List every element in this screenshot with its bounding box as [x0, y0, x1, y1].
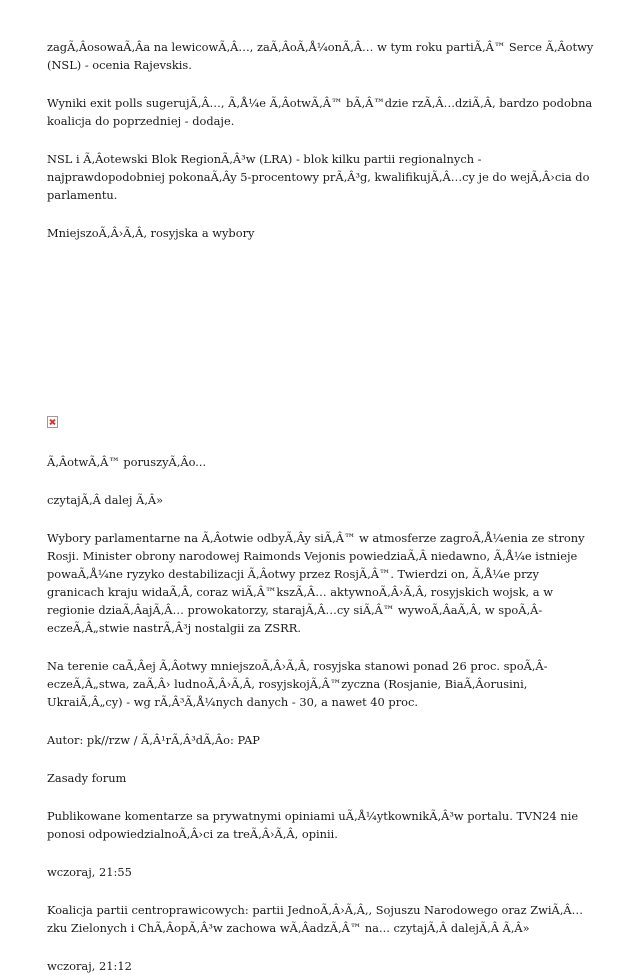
author-line: Autor: pk//rzw / Ã‚Â¹rÃ‚Â³dÃ‚Âo: PAP — [47, 733, 260, 747]
article-page — [47, 38, 599, 975]
article-paragraph: NSL i Ã‚Âotewski Blok RegionÃ‚Â³w (LRA) - blok kilku partii regionalnych - najprawdopodobniej pokonaÃ‚Ây 5-procentowy prÃ‚Â³g, kwalifikujÃ‚Â…cy je do wejÃ‚Â›cia do parlamentu. — [47, 152, 590, 202]
comment-text: Koalicja partii centroprawicowych: partii JednoÃ‚Â›Ã‚Â‚, Sojuszu Narodowego oraz ZwiÃ‚Â…zku Zielonych i ChÃ‚ÂopÃ‚Â³w zachowa wÃ‚ÂadzÃ‚Â™ na... czytajÃ‚Â dalejÃ‚Â Ã‚Â» — [47, 903, 583, 935]
embedded-media-area — [47, 242, 599, 414]
article-paragraph: Wybory parlamentarne na Ã‚Âotwie odbyÃ‚Ây siÃ‚Â™ w atmosferze zagroÃ‚Å¼enia ze strony Rosji. Minister obrony narodowej Raimonds Vejonis powiedziaÃ‚Â niedawno, Ã‚Å¼e istnieje powaÃ‚Å¼ne ryzyko destabilizacji Ã‚Âotwy przez RosjÃ‚Â™. Twierdzi on, Ã‚Å¼e przy granicach kraju widaÃ‚Â‚ coraz wiÃ‚Â™kszÃ‚Â… aktywnoÃ‚Â›Ã‚Â‚ rosyjskich wojsk, a w regionie dziaÃ‚ÂajÃ‚Â… prowokatorzy, starajÃ‚Â…cy siÃ‚Â™ wywoÃ‚ÂaÃ‚Â‚ w spoÃ‚ÂeczeÃ‚Â„stwie nastrÃ‚Â³j nostalgii za ZSRR. — [47, 531, 585, 635]
article-paragraph: zagÃ‚ÂosowaÃ‚Âa na lewicowÃ‚Â…, zaÃ‚ÂoÃ‚Å¼onÃ‚Â… w tym roku partiÃ‚Â™ Serce Ã‚Âotwy (NSL) - ocenia Rajevskis. — [47, 40, 594, 72]
article-paragraph: Wyniki exit polls sugerujÃ‚Â…, Ã‚Å¼e Ã‚ÂotwÃ‚Â™ bÃ‚Â™dzie rzÃ‚Â…dziÃ‚Â‚ bardzo podobna koalicja do poprzedniej - dodaje. — [47, 96, 593, 128]
comment-timestamp: wczoraj, 21:55 — [47, 865, 132, 879]
related-caption[interactable]: Ã‚ÂotwÃ‚Â™ poruszyÃ‚Âo... — [47, 455, 207, 469]
article-paragraph: Na terenie caÃ‚Âej Ã‚Âotwy mniejszoÃ‚Â›Ã‚Â‚ rosyjska stanowi ponad 26 proc. spoÃ‚ÂeczeÃ‚Â„stwa, zaÃ‚Â› ludnoÃ‚Â›Ã‚Â‚ rosyjskojÃ‚Â™zyczna (Rosjanie, BiaÃ‚Âorusini, UkraiÃ‚Â„cy) - wg rÃ‚Â³Ã‚Å¼nych danych - 30, a nawet 40 proc. — [47, 659, 548, 709]
comment-timestamp: wczoraj, 21:12 — [47, 959, 132, 973]
broken-image-icon — [47, 416, 58, 428]
section-subheading: MniejszoÃ‚Â›Ã‚Â‚ rosyjska a wybory — [47, 226, 255, 240]
forum-rules-title[interactable]: Zasady forum — [47, 771, 127, 785]
forum-rules-text: Publikowane komentarze sa prywatnymi opiniami uÃ‚Å¼ytkownikÃ‚Â³w portalu. TVN24 nie ponosi odpowiedzialnoÃ‚Â›ci za treÃ‚Â›Ã‚Â‚ opinii. — [47, 809, 579, 841]
read-more-link[interactable]: czytajÃ‚Â dalej Ã‚Â» — [47, 493, 164, 507]
